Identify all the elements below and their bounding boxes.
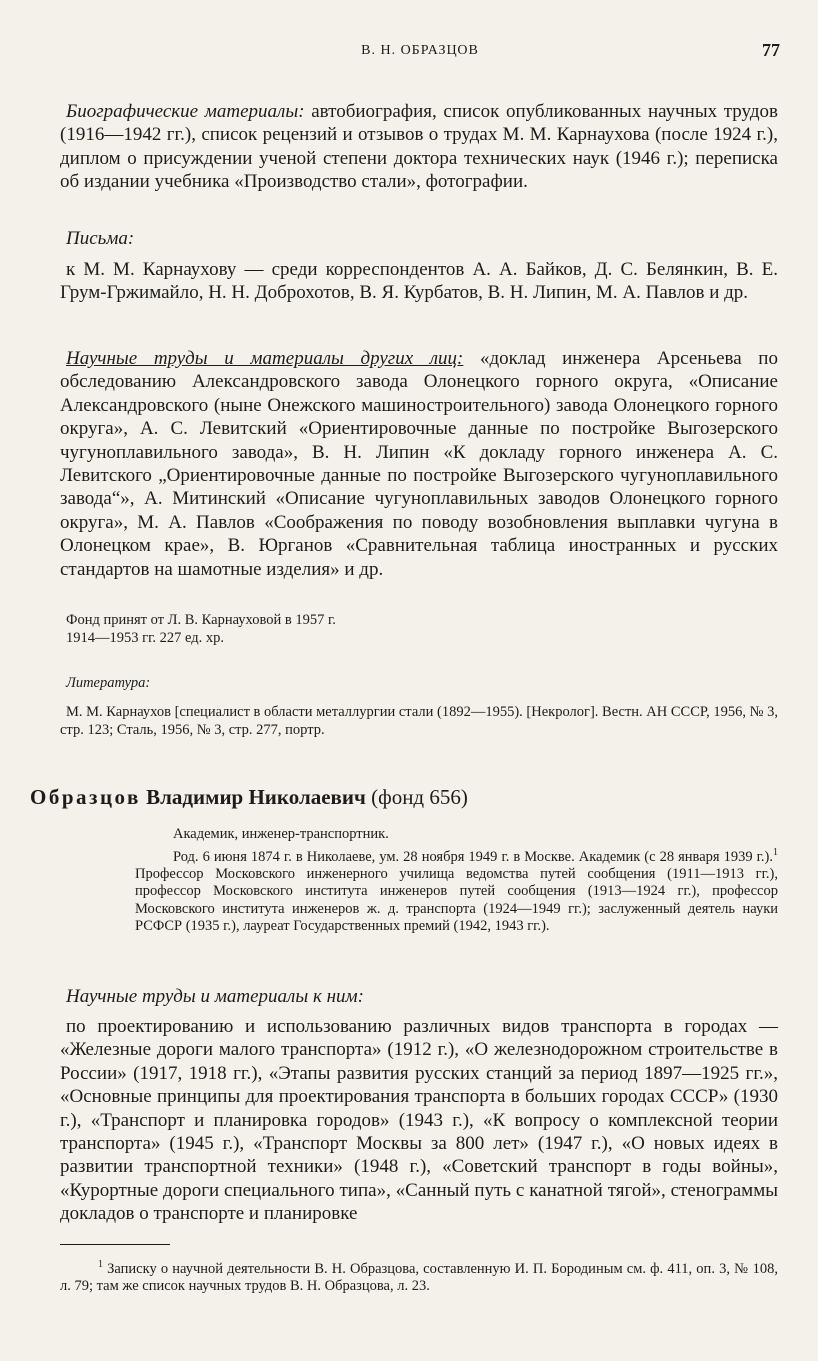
works-label-block — [60, 985, 778, 1008]
letters-paragraph — [60, 258, 778, 305]
literature-label: Литература: — [66, 675, 151, 691]
person-bio-part2: Профессор Московского инженерного училища ведомства путей сообщения (1911—1913 гг.), профессор Московского института инженеров путей сообщения (1913—1924 гг.), профессор Московского института инженеров ж. д. транспорта (1924—1949 гг.); заслуженный деятель науки РСФСР (1935 г.), лауреат Государственных премий (1942, 1943 гг.). — [135, 865, 778, 935]
letters-label-block — [60, 227, 778, 250]
fund-info-line2: 1914—1953 гг. 227 ед. хр. — [66, 629, 225, 646]
page-number: 77 — [762, 40, 780, 60]
works-paragraph — [60, 1015, 778, 1226]
literature-paragraph — [60, 704, 778, 739]
person-heading — [30, 785, 468, 810]
bio-materials-text: автобиография, список опубликованных научных трудов (1916—1942 гг.), список рецензий и отзывов о трудах М. М. Карнаухова (после 1924 г.), диплом о присуждении ученой степени доктора технических наук (1946 г.); переписка об издании учебника «Производство стали», фотографии. — [60, 101, 778, 193]
footnote-rule — [60, 1244, 170, 1245]
bio-materials-paragraph — [60, 100, 778, 194]
person-role: Академик, инженер-транспортник. — [173, 826, 389, 842]
running-head-title: В. Н. ОБРАЗЦОВ — [361, 43, 479, 58]
fund-info — [60, 612, 778, 647]
running-head — [60, 40, 780, 62]
person-bio — [135, 826, 778, 936]
person-name: Владимир Николаевич — [140, 785, 372, 809]
others-works-label: Научные труды и материалы других лиц: — [66, 348, 464, 369]
works-text: по проектированию и использованию различных видов транспорта в городах — «Железные дороги малого транспорта» (1912 г.), «О железнодорожном строительстве в России» (1917, 1918 гг.), «Этапы развития русских станций за период 1897—1925 гг.», «Основные принципы для проектирования транспорта в больших городах СССР» (1930 г.), «Транспорт и планировка городов» (1943 г.), «К вопросу о комплексной теории транспорта» (1945 г.), «Транспорт Москвы за 800 лет» (1947 г.), «О новых идеях в развитии транспортной техники» (1948 г.), «Советский транспорт в годы войны», «Курортные дороги специального типа», «Санный путь с канатной тягой», стенограммы докладов о транспорте и планировке — [60, 1016, 778, 1225]
person-bio-part1: Род. 6 июня 1874 г. в Николаеве, ум. 28 ноября 1949 г. в Москве. Академик (с 28 января 1939 г.). — [173, 848, 773, 865]
fund-info-line1: Фонд принят от Л. В. Карнауховой в 1957 г. — [66, 612, 336, 628]
footnote-ref: 1 — [773, 846, 778, 858]
literature-text: М. М. Карнаухов [специалист в области металлургии стали (1892—1955). [Некролог]. Вестн. АН СССР, 1956, № 3, стр. 123; Сталь, 1956, № 3, стр. 277, портр. — [60, 704, 778, 738]
bio-materials-label: Биографические материалы: — [66, 101, 305, 122]
footnote-text: Записку о научной деятельности В. Н. Образцова, составленную И. П. Бородиным см. ф. 411, оп. 3, № 108, л. 79; там же список научных трудов В. Н. Образцова, л. 23. — [60, 1260, 778, 1295]
works-label: Научные труды и материалы к ним: — [66, 986, 364, 1007]
literature-label-block — [60, 675, 778, 693]
person-surname: Образцов — [30, 785, 141, 809]
footnote-marker: 1 — [98, 1259, 103, 1270]
others-works-text: «доклад инженера Арсеньева по обследованию Александровского завода Олонецкого горного округа, «Описание Александровского (ныне Онежского машиностроительного) завода Олонецкого горного округа», А. С. Левитский «Ориентировочные данные по постройке Выгозерского чугуноплавильного завода», В. Н. Липин «К докладу горного инженера А. С. Левитского „Ориентировочные данные по постройке Выгозерского чугуноплавильного завода“», А. Митинский «Описание чугуноплавильных заводов Олонецкого горного округа», М. А. Павлов «Соображения по поводу возобновления выплавки чугуна в Олонецком крае», В. Юрганов «Сравнительная таблица иностранных и русских стандартов на шамотные изделия» и др. — [60, 348, 778, 580]
letters-label: Письма: — [66, 228, 135, 249]
fund-number: (фонд 656) — [371, 785, 468, 809]
others-works-paragraph — [60, 347, 778, 581]
footnote — [60, 1256, 778, 1296]
letters-text: к М. М. Карнаухову — среди корреспондентов А. А. Байков, Д. С. Белянкин, В. Е. Грум-Гржимайло, Н. Н. Доброхотов, В. Я. Курбатов, В. Н. Липин, М. А. Павлов и др. — [60, 259, 778, 304]
